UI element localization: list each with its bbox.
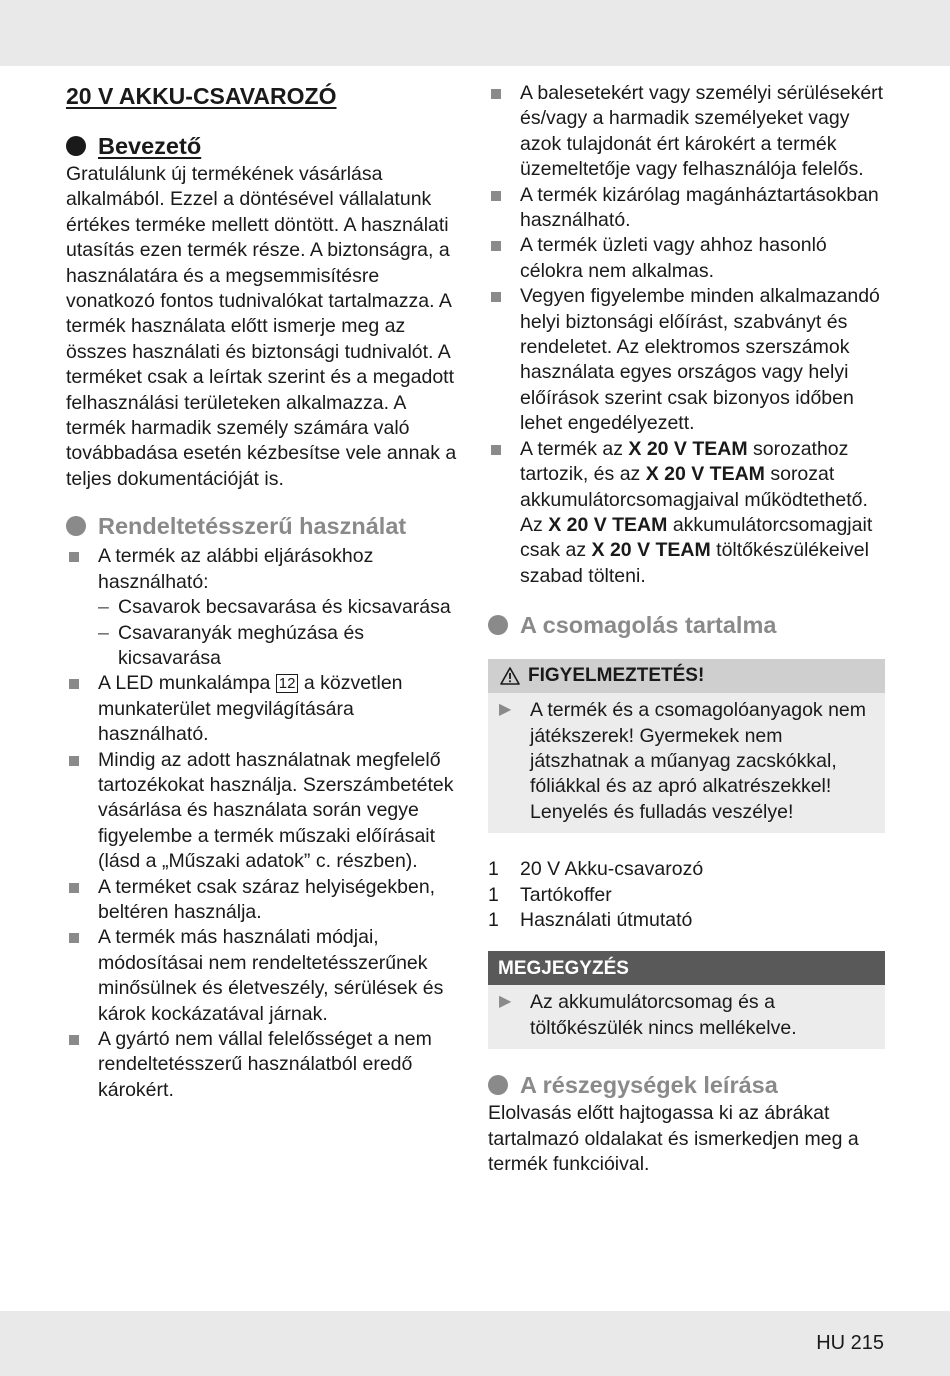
square-bullet-icon <box>69 679 79 689</box>
list-item-text: A gyártó nem vállal felelősséget a nem rendeltetésszerű használatból eredő károkért. <box>98 1028 432 1101</box>
intro-heading-text: Bevezető <box>98 133 202 159</box>
led-text-after: a közvetlen munkaterület megvilágítására használható. <box>98 672 403 746</box>
heading-bullet-icon <box>66 516 86 536</box>
list-item <box>488 81 885 183</box>
team-text: A termék az <box>520 437 623 460</box>
note-header <box>488 951 885 985</box>
package-heading <box>488 609 885 641</box>
note-text: Az akkumulátorcsomag és a töltőkészülék nincs mellékelve. <box>530 991 797 1039</box>
parts-heading-text: A részegységek leírása <box>520 1072 778 1099</box>
item-quantity: 1 <box>488 883 499 906</box>
list-item-text: Mindig az adott használatnak megfelelő tartozékokat használja. Szerszámbetétek vásárlása és használata során vegye figyelembe a termék műszaki előírásait (lásd a „Műszaki adatok” c. részben). <box>98 748 454 873</box>
list-item <box>66 671 466 747</box>
warning-header <box>488 659 885 693</box>
table-row <box>488 883 703 908</box>
list-item-text: A termék kizárólag magánháztartásokban használható. <box>520 183 879 232</box>
team-text: akkumulátorcsomagjait csak az <box>520 513 873 562</box>
list-item-text: A termék más használati módjai, módosításai nem rendeltetésszerűnek minősülnek és életveszély, sérülések és károk kockázatával járnak. <box>98 926 444 1025</box>
team-text: töltőkészülékeivel szabad tölteni. <box>520 539 869 587</box>
square-bullet-icon <box>69 552 79 562</box>
square-bullet-icon <box>491 445 501 455</box>
package-heading-text: A csomagolás tartalma <box>520 612 777 639</box>
team-series-name: X 20 V TEAM <box>591 539 711 562</box>
note-box <box>488 951 885 1049</box>
intro-paragraph: Gratulálunk új termékének vásárlása alkalmából. Ezzel a döntésével vállalatunk értékes terméke mellett döntött. A használati utasítás ezen termék része. A biztonságra, a használatára és a megsemmisítésre vonatkozó fontos tudnivalókat tartalmazza. A termék használata előtt ismerje meg az összes használati és biztonsági tudnivalót. A terméket csak a leírtak szerint és a megadott felhasználási területeken alkalmazza. A termék harmadik személy számára való továbbadása esetén kézbesítse vele annak a teljes dokumentációját is. <box>66 163 457 490</box>
parts-heading <box>488 1069 885 1101</box>
item-name: Használati útmutató <box>520 908 693 931</box>
intended-use-heading-text: Rendeltetésszerű használat <box>98 513 407 540</box>
square-bullet-icon <box>491 89 501 99</box>
item-name: 20 V Akku-csavarozó <box>520 858 704 881</box>
square-bullet-icon <box>491 241 501 251</box>
list-item <box>488 233 885 284</box>
list-item <box>488 183 885 234</box>
heading-bullet-icon <box>488 1075 508 1095</box>
warning-label: FIGYELMEZTETÉS! <box>528 665 705 687</box>
dash-bullet-icon: – <box>98 621 109 644</box>
list-item <box>66 748 466 875</box>
note-label: MEGJEGYZÉS <box>498 957 629 979</box>
led-text-before: A LED munkalámpa <box>98 672 271 695</box>
square-bullet-icon <box>69 933 79 943</box>
arrow-right-icon: ▶ <box>499 993 512 1011</box>
square-bullet-icon <box>69 1035 79 1045</box>
top-band <box>0 0 950 66</box>
warning-box <box>488 659 885 833</box>
list-item-text: A termék az alábbi eljárásokhoz használható: <box>98 545 374 593</box>
arrow-right-icon: ▶ <box>499 701 512 719</box>
warning-text: A termék és a csomagolóanyagok nem játékszerek! Gyermekek nem játszhatnak a műanyag zacskókkal, fóliákkal és az apró alkatrészekkel! Lenyelés és fulladás veszélye! <box>530 699 867 823</box>
item-name: Tartókoffer <box>520 883 612 906</box>
list-item <box>488 437 885 589</box>
page-number: HU 215 <box>816 1332 884 1354</box>
sub-list-item-text: Csavarok becsavarása és kicsavarása <box>118 596 451 619</box>
list-item-text: A terméket csak száraz helyiségekben, beltéren használja. <box>98 875 436 923</box>
note-body <box>488 985 885 1049</box>
square-bullet-icon <box>491 292 501 302</box>
item-quantity: 1 <box>488 858 499 881</box>
team-text: sorozathoz tartozik, és az <box>520 437 849 486</box>
sub-list-item <box>98 595 466 620</box>
team-series-name: X 20 V TEAM <box>645 463 765 486</box>
bottom-band <box>0 1311 950 1376</box>
intro-heading <box>66 130 466 162</box>
dash-bullet-icon: – <box>98 596 109 619</box>
list-item-text: A termék üzleti vagy ahhoz hasonló célokra nem alkalmas. <box>520 234 827 282</box>
sub-list-item-text: Csavaranyák meghúzása és kicsavarása <box>118 621 365 669</box>
sub-list <box>98 595 466 671</box>
responsibility-list <box>488 81 885 589</box>
document-title: 20 V AKKU-CSAVAROZÓ <box>66 83 337 109</box>
list-item <box>66 925 466 1027</box>
right-column <box>488 81 885 1177</box>
package-contents-table <box>488 857 703 933</box>
square-bullet-icon <box>69 883 79 893</box>
team-series-name: X 20 V TEAM <box>628 437 748 460</box>
team-series-name: X 20 V TEAM <box>548 513 668 536</box>
item-quantity: 1 <box>488 908 499 931</box>
list-item <box>488 284 885 436</box>
sub-list-item <box>98 621 466 672</box>
intended-use-list <box>66 544 466 1103</box>
heading-bullet-icon <box>488 615 508 635</box>
list-item-text: Vegyen figyelembe minden alkalmazandó helyi biztonsági előírást, szabványt és rendeletet. Az elektromos szerszámok használata egyes országos vagy helyi előírások szerint csak bizonyos időben lehet engedélyezett. <box>520 285 880 435</box>
table-row <box>488 908 703 933</box>
list-item <box>66 544 466 671</box>
warning-triangle-icon <box>500 667 520 685</box>
list-item <box>66 875 466 926</box>
part-reference-number: 12 <box>276 674 299 693</box>
parts-paragraph: Elolvasás előtt hajtogassa ki az ábrákat tartalmazó oldalakat és ismerkedjen meg a termék funkcióival. <box>488 1102 859 1175</box>
table-row <box>488 857 703 882</box>
left-column <box>66 80 466 1103</box>
team-text: sorozat akkumulátorcsomagjaival működtethető. Az <box>520 463 868 536</box>
warning-body <box>488 693 885 833</box>
list-item-text: A balesetekért vagy személyi sérülésekért és/vagy a harmadik személyeket vagy azok tulajdonát ért károkért a termék üzemeltetője vagy felhasználója felelős. <box>520 82 884 181</box>
heading-bullet-icon <box>66 136 86 156</box>
intended-use-heading <box>66 510 466 542</box>
list-item <box>66 1027 466 1103</box>
square-bullet-icon <box>491 191 501 201</box>
square-bullet-icon <box>69 756 79 766</box>
